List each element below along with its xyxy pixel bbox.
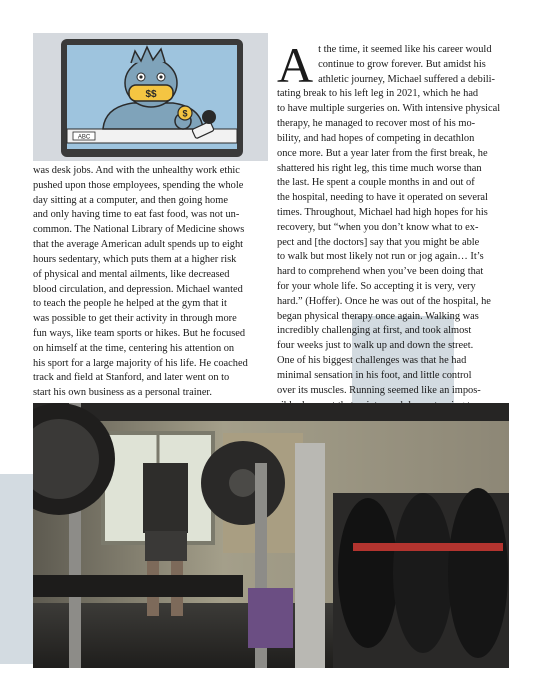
article-column-right (277, 37, 509, 413)
article-line: day sitting at a computer, and then going home (33, 194, 228, 206)
article-line: track and field at Stanford, and later went on to (33, 372, 230, 384)
article-line: continue to grow forever. But amidst his (318, 58, 486, 70)
accent-panel-left (0, 474, 34, 664)
article-line: t the time, it seemed like his career would (318, 44, 492, 55)
article-line: tating break to his left leg in 2021, which he had (277, 88, 479, 100)
gym-photo-image (33, 403, 509, 668)
article-line: and only having time to eat fast food, was not un- (33, 209, 240, 221)
mask-text: $$ (145, 89, 157, 100)
article-line: times. Throughout, Michael had high hopes for his (277, 206, 488, 218)
coin-text: $ (182, 108, 188, 119)
article-line: once more. But a year later from the first break, he (277, 147, 488, 159)
article-line: the hospital, needing to have it operated on several (277, 192, 488, 204)
screen-label: ABC (77, 134, 91, 141)
article-line: minimal sensation in his foot, and little control (277, 369, 472, 381)
article-line: was possible to get their activity in through more (33, 313, 237, 325)
article-line: athletic journey, Michael suffered a debili- (318, 73, 495, 85)
article-line: blood circulation, and depression. Michael wanted (33, 283, 243, 295)
article-line: that the average American adult spends up to eight (33, 239, 244, 251)
article-line: was desk jobs. And with the unhealthy work ethic (33, 165, 240, 176)
drop-cap: A (277, 37, 314, 93)
article-line: hard.” (Hoffer). Once he was out of the hospital, he (277, 295, 491, 307)
article-line: to teach the people he helped at the gym that it (33, 298, 227, 310)
article-line: the last. He spent a couple months in and out of (277, 177, 475, 189)
article-line: began physical therapy once again. Walking was (277, 310, 479, 322)
article-line: therapy, he managed to recover most of his mo- (277, 118, 476, 130)
cartoon-illustration (33, 33, 268, 161)
article-line: of physical and mental ailments, like decreased (33, 268, 230, 280)
article-line: bility, and had hopes of competing in decathlon (277, 132, 475, 144)
article-line: hours sedentary, which puts them at a higher risk (33, 253, 237, 265)
article-line: over its muscles. Running seemed like an impos- (277, 384, 481, 396)
article-line: hard to comprehend when you’ve been doing that (277, 266, 484, 278)
article-line: recovery, but “when you don’t know what to ex- (277, 221, 479, 233)
article-line: his sport for a large majority of his life. He coached (33, 357, 248, 369)
article-line: incredibly challenging at first, and took almost (277, 325, 472, 337)
article-line: pushed upon those employees, spending the whole (33, 179, 244, 191)
article-line: for your whole life. So accepting it is very, very (277, 281, 476, 292)
article-line: pect and [the doctors] say that you might be able (277, 236, 480, 248)
article-line: four weeks just to walk up and down the street. (277, 340, 474, 352)
article-line: start his own business as a personal trainer. (33, 387, 212, 399)
news-anchor-robot-image (33, 33, 268, 161)
article-line: shattered his right leg, this time much worse than (277, 162, 482, 174)
article-line: to have multiple surgeries on. With intensive physical (277, 103, 501, 115)
article-line: One of his biggest challenges was that he had (277, 355, 467, 367)
article-line: on himself at the time, centering his attention on (33, 342, 235, 354)
gym-photo (33, 403, 509, 668)
article-line: common. The National Library of Medicine shows (33, 224, 245, 236)
article-column-left (33, 164, 275, 401)
article-line: fun ways, like team sports or hikes. But he focused (33, 327, 246, 339)
article-line: to walk but most likely not run or jog again… It’s (277, 251, 484, 263)
microphone-icon (202, 110, 216, 124)
